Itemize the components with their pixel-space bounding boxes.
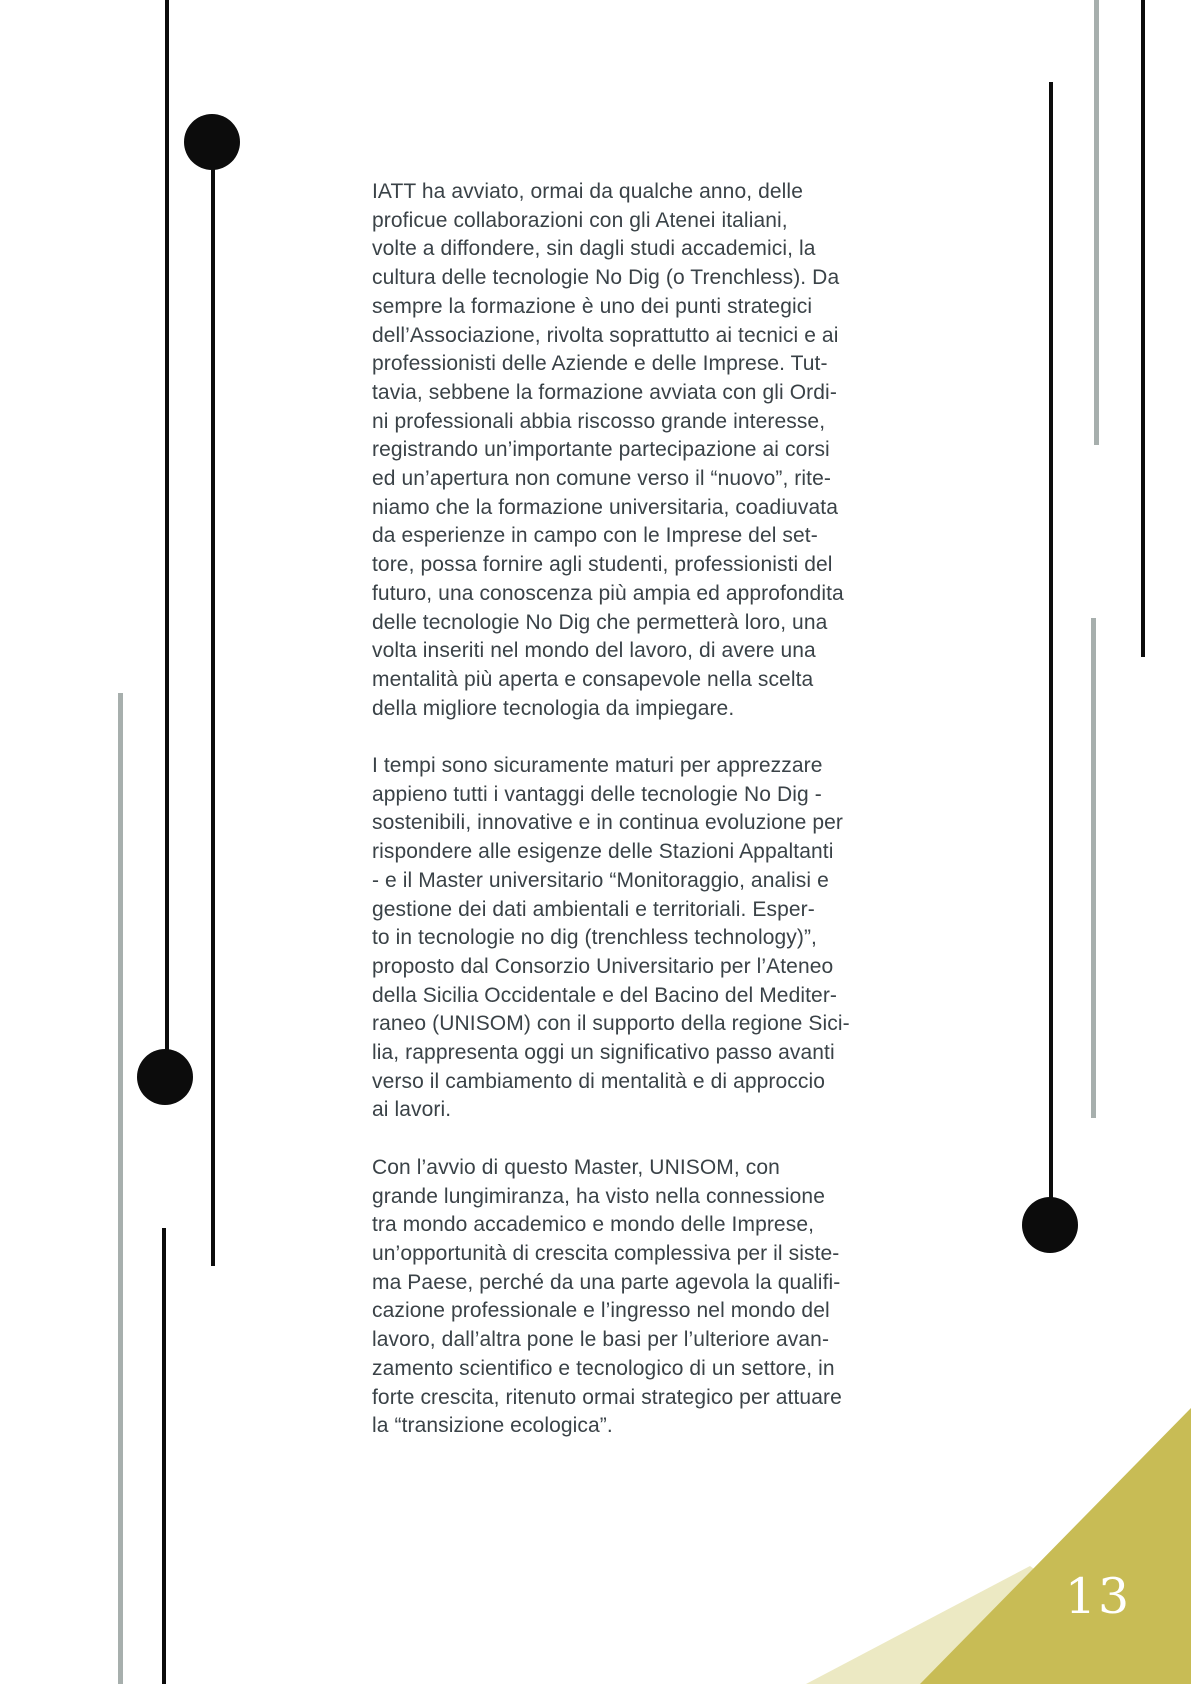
text-line: niamo che la formazione universitaria, coadiuvata [372,495,838,519]
text-line: tavia, sebbene la formazione avviata con gli Ordi- [372,380,837,404]
body-paragraph [372,178,912,723]
text-line: sempre la formazione è uno dei punti strategici [372,294,813,318]
text-line: dell’Associazione, rivolta soprattutto ai tecnici e ai [372,323,839,347]
text-line: volta inseriti nel mondo del lavoro, di avere una [372,639,816,663]
text-line: sostenibili, innovative e in continua evoluzione per [372,811,843,835]
text-line: grande lungimiranza, ha visto nella connessione [372,1184,825,1208]
text-line: I tempi sono sicuramente maturi per apprezzare [372,754,823,778]
text-line: un’opportunità di crescita complessiva per il siste- [372,1241,840,1265]
text-line: ma Paese, perché da una parte agevola la qualifi- [372,1270,841,1294]
text-line: proficue collaborazioni con gli Atenei italiani, [372,208,788,232]
text-line: gestione dei dati ambientali e territoriali. Esper- [372,897,815,921]
text-line: proposto dal Consorzio Universitario per l’Ateneo [372,954,834,978]
text-line: tra mondo accademico e mondo delle Imprese, [372,1213,815,1237]
text-line: da esperienze in campo con le Imprese del set- [372,524,818,548]
text-line: ed un’apertura non comune verso il “nuovo”, rite- [372,467,831,491]
text-line: della migliore tecnologia da impiegare. [372,696,735,720]
text-line: delle tecnologie No Dig che permetterà loro, una [372,610,828,634]
text-line: registrando un’importante partecipazione ai corsi [372,438,830,462]
text-line: appieno tutti i vantaggi delle tecnologie No Dig - [372,782,822,806]
body-paragraph [372,1154,912,1441]
text-line: verso il cambiamento di mentalità e di approccio [372,1069,826,1093]
text-line: della Sicilia Occidentale e del Bacino del Mediter- [372,983,838,1007]
text-line: futuro, una conoscenza più ampia ed approfondita [372,581,844,605]
text-line: raneo (UNISOM) con il supporto della regione Sici- [372,1012,850,1036]
text-line: cazione professionale e l’ingresso nel mondo del [372,1299,830,1323]
body-text [372,178,912,1441]
page-number: 13 [1064,1568,1132,1625]
text-line: zamento scientifico e tecnologico di un settore, in [372,1356,835,1380]
text-line: ai lavori. [372,1098,452,1122]
text-line: forte crescita, ritenuto ormai strategico per attuare [372,1385,842,1409]
text-line: ni professionali abbia riscosso grande interesse, [372,409,826,433]
text-line: - e il Master universitario “Monitoraggio, analisi e [372,868,829,892]
text-line: tore, possa fornire agli studenti, professionisti del [372,553,833,577]
text-line: lavoro, dall’altra pone le basi per l’ulteriore avan- [372,1328,830,1352]
body-paragraph [372,752,912,1125]
text-line: volte a diffondere, sin dagli studi accademici, la [372,237,816,261]
text-line: lia, rappresenta oggi un significativo passo avanti [372,1041,835,1065]
text-line: to in tecnologie no dig (trenchless technology)”, [372,926,817,950]
text-line: Con l’avvio di questo Master, UNISOM, con [372,1155,780,1179]
text-line: mentalità più aperta e consapevole nella scelta [372,667,814,691]
text-line: la “transizione ecologica”. [372,1414,613,1438]
text-line: IATT ha avviato, ormai da qualche anno, delle [372,180,803,203]
text-line: rispondere alle esigenze delle Stazioni Appaltanti [372,840,834,864]
text-line: professionisti delle Aziende e delle Imprese. Tut- [372,352,828,376]
text-line: cultura delle tecnologie No Dig (o Trenchless). Da [372,266,840,290]
corner-triangle-dark [920,1408,1191,1684]
